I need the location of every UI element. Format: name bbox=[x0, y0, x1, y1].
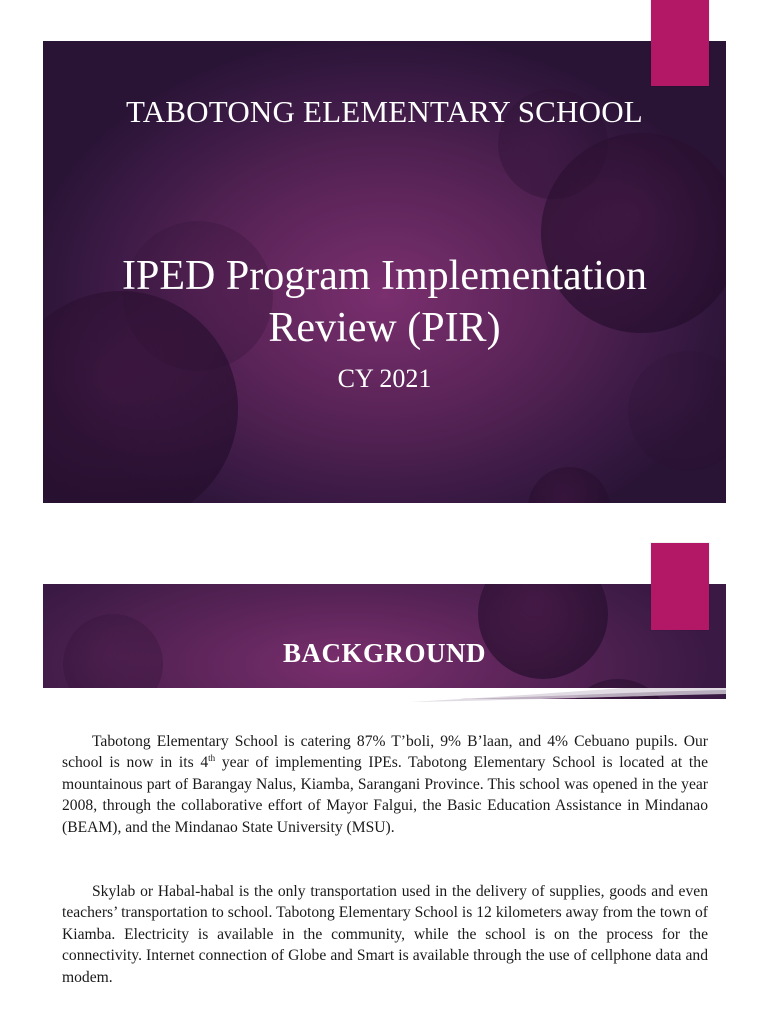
accent-tab-bottom bbox=[651, 543, 709, 630]
paragraph-transportation: Skylab or Habal-habal is the only transportation used in the delivery of supplies, goods and even teachers’ transportation to school. Tabotong Elementary School is 12 kilometers away from the town of Kiamba. Electricity is available in the community, while the school is on the process for the connectivity. Internet connection of Globe and Smart is available through the use of cellphone data and modem. bbox=[62, 883, 708, 986]
paragraph-text: Tabotong Elementary School is catering 87% T’boli, 9% B’laan, and 4% Cebuano pupils. Our school is now in its 4 bbox=[62, 733, 708, 772]
page-title bbox=[43, 250, 726, 354]
section-heading: BACKGROUND bbox=[282, 638, 486, 668]
header-wave-divider bbox=[0, 688, 730, 728]
decorative-circle bbox=[528, 467, 610, 503]
title-line-2: Review (PIR) bbox=[268, 305, 501, 351]
school-name: TABOTONG ELEMENTARY SCHOOL bbox=[126, 94, 643, 129]
title-line-1: IPED Program Implementation bbox=[122, 253, 647, 299]
paragraph-demographics bbox=[62, 731, 708, 838]
ordinal-superscript: th bbox=[208, 753, 216, 764]
paragraph-text: year of implementing IPEs. Tabotong Elementary School is located at the mountainous part of Barangay Nalus, Kiamba, Sarangani Province. This school was opened in the year 2008, through the collaborative effort of Mayor Falgui, the Basic Education Assistance in Mindanao (BEAM), and the Mindanao State University (MSU). bbox=[62, 754, 708, 836]
calendar-year-subtitle: CY 2021 bbox=[337, 364, 432, 393]
accent-tab-top bbox=[651, 0, 709, 86]
